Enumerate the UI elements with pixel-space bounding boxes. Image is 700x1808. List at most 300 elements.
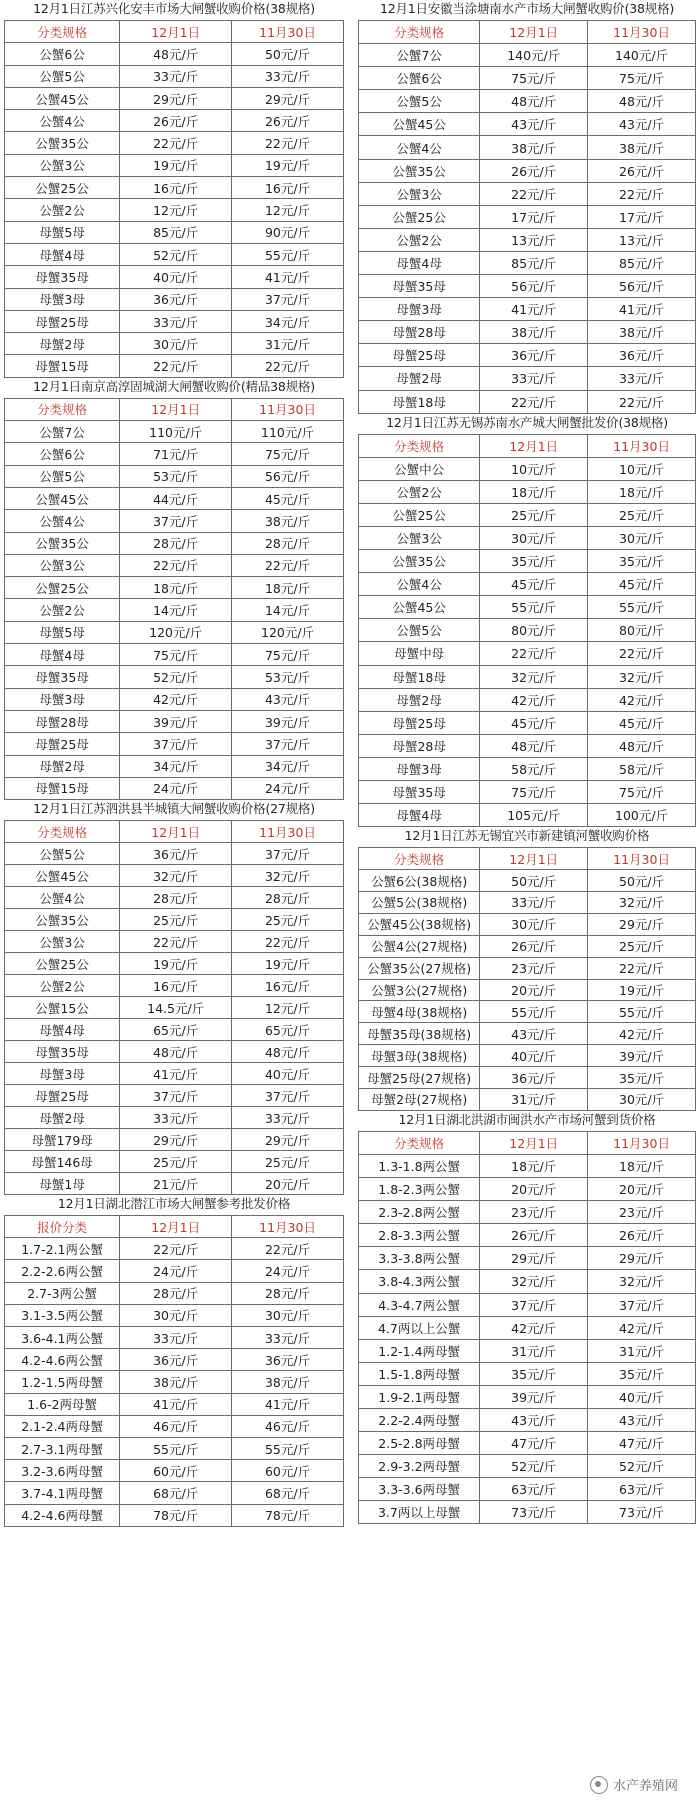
- price-nov30-cell: 30元/斤: [588, 1088, 696, 1110]
- price-nov30-cell: 19元/斤: [232, 953, 344, 975]
- price-dec1-cell: 18元/斤: [480, 1154, 588, 1177]
- spec-cell: 公蟹35公: [359, 159, 480, 182]
- spec-cell: 公蟹4公: [5, 110, 120, 132]
- table-row: [5, 843, 344, 865]
- price-table: [358, 847, 696, 1111]
- price-nov30-cell: 75元/斤: [588, 781, 696, 804]
- price-nov30-cell: 39元/斤: [232, 710, 344, 732]
- spec-cell: 母蟹3母: [5, 1063, 120, 1085]
- table-row: [5, 110, 344, 132]
- table-row: [359, 1088, 696, 1110]
- spec-cell: 3.8-4.3两公蟹: [359, 1270, 480, 1293]
- spec-cell: 母蟹2母: [5, 755, 120, 777]
- price-block: [4, 0, 344, 378]
- price-dec1-cell: 41元/斤: [120, 1063, 232, 1085]
- table-row: [359, 1432, 696, 1455]
- spec-cell: 3.7-4.1两母蟹: [5, 1482, 120, 1504]
- price-dec1-cell: 22元/斤: [120, 355, 232, 377]
- table-row: [5, 1349, 344, 1371]
- price-dec1-cell: 47元/斤: [480, 1432, 588, 1455]
- price-nov30-cell: 48元/斤: [232, 1041, 344, 1063]
- table-row: [5, 997, 344, 1019]
- spec-cell: 4.3-4.7两公蟹: [359, 1293, 480, 1316]
- table-row: [359, 136, 696, 159]
- column-header: 12月1日: [480, 848, 588, 870]
- table-row: [359, 573, 696, 596]
- table-row: [5, 975, 344, 997]
- price-dec1-cell: 25元/斤: [120, 1151, 232, 1173]
- table-row: [5, 177, 344, 199]
- spec-cell: 2.8-3.3两公蟹: [359, 1224, 480, 1247]
- column-header: 分类规格: [359, 21, 480, 44]
- table-row: [359, 1270, 696, 1293]
- price-dec1-cell: 23元/斤: [480, 1201, 588, 1224]
- price-dec1-cell: 140元/斤: [480, 44, 588, 67]
- left-column: [4, 0, 344, 1527]
- table-row: [359, 757, 696, 780]
- spec-cell: 公蟹35公: [5, 909, 120, 931]
- price-dec1-cell: 22元/斤: [480, 642, 588, 665]
- spec-cell: 公蟹6公: [5, 443, 120, 465]
- spec-cell: 母蟹2母(27规格): [359, 1088, 480, 1110]
- price-nov30-cell: 33元/斤: [232, 1327, 344, 1349]
- price-nov30-cell: 25元/斤: [232, 1151, 344, 1173]
- price-nov30-cell: 39元/斤: [588, 1045, 696, 1067]
- price-nov30-cell: 34元/斤: [232, 310, 344, 332]
- spec-cell: 公蟹2公: [359, 228, 480, 251]
- price-nov30-cell: 26元/斤: [232, 110, 344, 132]
- price-dec1-cell: 33元/斤: [120, 1107, 232, 1129]
- table-row: [359, 1339, 696, 1362]
- price-dec1-cell: 30元/斤: [120, 1304, 232, 1326]
- spec-cell: 公蟹6公: [359, 67, 480, 90]
- table-row: [359, 67, 696, 90]
- spec-cell: 公蟹25公: [5, 577, 120, 599]
- price-dec1-cell: 18元/斤: [480, 480, 588, 503]
- spec-cell: 2.5-2.8两母蟹: [359, 1432, 480, 1455]
- price-block: [4, 800, 344, 1195]
- table-row: [5, 887, 344, 909]
- spec-cell: 公蟹45公: [359, 596, 480, 619]
- price-nov30-cell: 55元/斤: [588, 1001, 696, 1023]
- table-row: [5, 1041, 344, 1063]
- price-dec1-cell: 26元/斤: [480, 935, 588, 957]
- table-row: [5, 355, 344, 377]
- spec-cell: 母蟹中母: [359, 642, 480, 665]
- price-nov30-cell: 36元/斤: [588, 344, 696, 367]
- price-nov30-cell: 80元/斤: [588, 619, 696, 642]
- price-nov30-cell: 52元/斤: [588, 1455, 696, 1478]
- price-nov30-cell: 19元/斤: [588, 979, 696, 1001]
- price-nov30-cell: 18元/斤: [588, 480, 696, 503]
- block-title: 12月1日江苏兴化安丰市场大闸蟹收购价格(38规格): [33, 1, 315, 16]
- price-nov30-cell: 35元/斤: [588, 1362, 696, 1385]
- price-dec1-cell: 32元/斤: [480, 665, 588, 688]
- table-row: [359, 913, 696, 935]
- price-nov30-cell: 22元/斤: [232, 931, 344, 953]
- table-row: [5, 333, 344, 355]
- price-nov30-cell: 20元/斤: [232, 1173, 344, 1195]
- right-column: [358, 0, 696, 1524]
- price-block: [358, 1111, 696, 1525]
- table-row: [5, 1085, 344, 1107]
- price-dec1-cell: 19元/斤: [120, 154, 232, 176]
- spec-cell: 公蟹5公: [5, 465, 120, 487]
- table-row: [359, 1316, 696, 1339]
- spec-cell: 公蟹25公: [5, 953, 120, 975]
- table-row: [5, 1107, 344, 1129]
- price-dec1-cell: 37元/斤: [120, 1085, 232, 1107]
- price-nov30-cell: 23元/斤: [588, 1201, 696, 1224]
- block-title: 12月1日南京高淳固城湖大闸蟹收购价(精品38规格): [33, 378, 315, 394]
- price-nov30-cell: 22元/斤: [232, 132, 344, 154]
- spec-cell: 3.2-3.6两母蟹: [5, 1460, 120, 1482]
- column-header: 11月30日: [588, 434, 696, 457]
- table-row: [359, 113, 696, 136]
- header-row: [359, 434, 696, 457]
- column-header: 分类规格: [5, 21, 120, 43]
- header-row: [359, 1131, 696, 1154]
- spec-cell: 4.7两以上公蟹: [359, 1316, 480, 1339]
- price-dec1-cell: 75元/斤: [120, 644, 232, 666]
- price-dec1-cell: 29元/斤: [120, 87, 232, 109]
- spec-cell: 公蟹2公: [5, 199, 120, 221]
- price-nov30-cell: 35元/斤: [588, 1067, 696, 1089]
- table-row: [359, 665, 696, 688]
- price-nov30-cell: 56元/斤: [232, 465, 344, 487]
- price-table: [4, 20, 344, 378]
- spec-cell: 公蟹2公: [5, 975, 120, 997]
- price-dec1-cell: 22元/斤: [120, 554, 232, 576]
- table-row: [359, 870, 696, 892]
- price-dec1-cell: 63元/斤: [480, 1478, 588, 1501]
- column-header: 11月30日: [588, 21, 696, 44]
- table-row: [5, 288, 344, 310]
- price-dec1-cell: 28元/斤: [120, 887, 232, 909]
- price-dec1-cell: 32元/斤: [120, 865, 232, 887]
- block-title: 12月1日江苏无锡苏南水产城大闸蟹批发价(38规格): [386, 414, 668, 430]
- spec-cell: 2.2-2.6两公蟹: [5, 1260, 120, 1282]
- table-row: [5, 1437, 344, 1459]
- price-nov30-cell: 30元/斤: [232, 1304, 344, 1326]
- table-row: [5, 710, 344, 732]
- spec-cell: 公蟹5公(38规格): [359, 891, 480, 913]
- table-row: [5, 243, 344, 265]
- spec-cell: 公蟹5公: [359, 90, 480, 113]
- price-dec1-cell: 56元/斤: [480, 275, 588, 298]
- table-row: [5, 154, 344, 176]
- price-block: [358, 414, 696, 828]
- price-nov30-cell: 140元/斤: [588, 44, 696, 67]
- spec-cell: 1.2-1.5两母蟹: [5, 1371, 120, 1393]
- table-row: [5, 621, 344, 643]
- table-row: [5, 487, 344, 509]
- header-row: [5, 21, 344, 43]
- price-dec1-cell: 75元/斤: [480, 781, 588, 804]
- spec-cell: 公蟹25公: [5, 177, 120, 199]
- table-row: [359, 526, 696, 549]
- table-row: [359, 44, 696, 67]
- spec-cell: 母蟹35母: [5, 266, 120, 288]
- table-row: [5, 931, 344, 953]
- price-nov30-cell: 46元/斤: [232, 1415, 344, 1437]
- spec-cell: 公蟹4公(27规格): [359, 935, 480, 957]
- price-nov30-cell: 56元/斤: [588, 275, 696, 298]
- price-nov30-cell: 55元/斤: [588, 596, 696, 619]
- price-nov30-cell: 50元/斤: [588, 870, 696, 892]
- price-dec1-cell: 37元/斤: [120, 510, 232, 532]
- price-dec1-cell: 85元/斤: [480, 251, 588, 274]
- spec-cell: 1.5-1.8两母蟹: [359, 1362, 480, 1385]
- column-header: 分类规格: [359, 848, 480, 870]
- price-dec1-cell: 52元/斤: [120, 243, 232, 265]
- price-nov30-cell: 40元/斤: [232, 1063, 344, 1085]
- block-title: 12月1日安徽当涂塘南水产市场大闸蟹收购价(38规格): [379, 1, 675, 16]
- price-nov30-cell: 22元/斤: [588, 957, 696, 979]
- price-block: [4, 378, 344, 800]
- spec-cell: 公蟹7公: [5, 421, 120, 443]
- price-nov30-cell: 14元/斤: [232, 599, 344, 621]
- table-row: [5, 221, 344, 243]
- price-dec1-cell: 19元/斤: [120, 953, 232, 975]
- column-header: 分类规格: [5, 398, 120, 420]
- price-dec1-cell: 46元/斤: [120, 1415, 232, 1437]
- price-nov30-cell: 38元/斤: [232, 510, 344, 532]
- price-nov30-cell: 37元/斤: [232, 288, 344, 310]
- spec-cell: 母蟹25母: [5, 733, 120, 755]
- price-nov30-cell: 37元/斤: [232, 1085, 344, 1107]
- price-nov30-cell: 24元/斤: [232, 777, 344, 799]
- table-row: [359, 90, 696, 113]
- table-row: [5, 909, 344, 931]
- column-header: 11月30日: [588, 1131, 696, 1154]
- table-row: [359, 298, 696, 321]
- price-nov30-cell: 31元/斤: [232, 333, 344, 355]
- table-row: [5, 1504, 344, 1526]
- price-nov30-cell: 38元/斤: [588, 321, 696, 344]
- price-dec1-cell: 41元/斤: [120, 1393, 232, 1415]
- price-nov30-cell: 19元/斤: [232, 154, 344, 176]
- price-dec1-cell: 29元/斤: [120, 1129, 232, 1151]
- spec-cell: 公蟹5公: [5, 843, 120, 865]
- spec-cell: 母蟹15母: [5, 355, 120, 377]
- table-row: [5, 644, 344, 666]
- price-nov30-cell: 22元/斤: [588, 182, 696, 205]
- price-dec1-cell: 36元/斤: [480, 1067, 588, 1089]
- price-nov30-cell: 12元/斤: [232, 199, 344, 221]
- spec-cell: 公蟹25公: [359, 205, 480, 228]
- price-nov30-cell: 75元/斤: [232, 644, 344, 666]
- price-nov30-cell: 38元/斤: [232, 1371, 344, 1393]
- spec-cell: 母蟹4母: [5, 243, 120, 265]
- price-nov30-cell: 18元/斤: [232, 577, 344, 599]
- spec-cell: 母蟹2母: [359, 367, 480, 390]
- watermark-text: 水产养殖网: [612, 1779, 678, 1794]
- header-row: [359, 848, 696, 870]
- price-dec1-cell: 37元/斤: [120, 733, 232, 755]
- price-nov30-cell: 25元/斤: [588, 935, 696, 957]
- column-header: 12月1日: [120, 21, 232, 43]
- spec-cell: 2.3-2.8两公蟹: [359, 1201, 480, 1224]
- table-row: [5, 1063, 344, 1085]
- price-dec1-cell: 36元/斤: [120, 1349, 232, 1371]
- price-nov30-cell: 20元/斤: [588, 1178, 696, 1201]
- price-nov30-cell: 12元/斤: [232, 997, 344, 1019]
- spec-cell: 公蟹6公: [5, 43, 120, 65]
- price-dec1-cell: 35元/斤: [480, 1362, 588, 1385]
- table-row: [5, 1238, 344, 1260]
- spec-cell: 母蟹28母: [359, 734, 480, 757]
- spec-cell: 公蟹35公: [359, 550, 480, 573]
- table-row: [5, 865, 344, 887]
- price-dec1-cell: 110元/斤: [120, 421, 232, 443]
- spec-cell: 公蟹15公: [5, 997, 120, 1019]
- spec-cell: 公蟹2公: [359, 480, 480, 503]
- price-dec1-cell: 32元/斤: [480, 1270, 588, 1293]
- spec-cell: 3.3-3.8两公蟹: [359, 1247, 480, 1270]
- spec-cell: 3.6-4.1两公蟹: [5, 1327, 120, 1349]
- price-dec1-cell: 45元/斤: [480, 711, 588, 734]
- price-dec1-cell: 48元/斤: [480, 90, 588, 113]
- price-nov30-cell: 75元/斤: [232, 443, 344, 465]
- price-dec1-cell: 12元/斤: [120, 199, 232, 221]
- header-row: [5, 398, 344, 420]
- price-nov30-cell: 28元/斤: [232, 532, 344, 554]
- price-nov30-cell: 45元/斤: [588, 573, 696, 596]
- table-row: [359, 390, 696, 413]
- price-nov30-cell: 55元/斤: [232, 1437, 344, 1459]
- price-dec1-cell: 16元/斤: [120, 975, 232, 997]
- price-dec1-cell: 85元/斤: [120, 221, 232, 243]
- price-dec1-cell: 73元/斤: [480, 1501, 588, 1524]
- price-table: [358, 1131, 696, 1525]
- price-dec1-cell: 80元/斤: [480, 619, 588, 642]
- price-dec1-cell: 45元/斤: [480, 573, 588, 596]
- price-nov30-cell: 55元/斤: [232, 243, 344, 265]
- table-row: [359, 979, 696, 1001]
- price-dec1-cell: 35元/斤: [480, 550, 588, 573]
- spec-cell: 公蟹3公: [359, 182, 480, 205]
- table-row: [5, 755, 344, 777]
- price-dec1-cell: 75元/斤: [480, 67, 588, 90]
- price-dec1-cell: 43元/斤: [480, 1023, 588, 1045]
- price-nov30-cell: 17元/斤: [588, 205, 696, 228]
- price-dec1-cell: 44元/斤: [120, 487, 232, 509]
- spec-cell: 2.1-2.4两母蟹: [5, 1415, 120, 1437]
- table-row: [359, 935, 696, 957]
- price-dec1-cell: 55元/斤: [480, 1001, 588, 1023]
- price-dec1-cell: 23元/斤: [480, 957, 588, 979]
- price-dec1-cell: 52元/斤: [480, 1455, 588, 1478]
- spec-cell: 母蟹25母: [359, 344, 480, 367]
- block-title: 12月1日江苏泗洪县半城镇大闸蟹收购价格(27规格): [33, 801, 315, 817]
- price-dec1-cell: 22元/斤: [120, 1238, 232, 1260]
- table-row: [359, 1478, 696, 1501]
- price-nov30-cell: 32元/斤: [588, 665, 696, 688]
- price-dec1-cell: 43元/斤: [480, 1409, 588, 1432]
- price-nov30-cell: 25元/斤: [588, 503, 696, 526]
- price-dec1-cell: 42元/斤: [480, 688, 588, 711]
- spec-cell: 4.2-4.6两母蟹: [5, 1504, 120, 1526]
- table-row: [5, 1260, 344, 1282]
- column-header: 11月30日: [232, 398, 344, 420]
- table-row: [359, 228, 696, 251]
- price-nov30-cell: 42元/斤: [588, 1316, 696, 1339]
- price-nov30-cell: 28元/斤: [232, 887, 344, 909]
- table-row: [359, 891, 696, 913]
- price-nov30-cell: 22元/斤: [232, 355, 344, 377]
- price-nov30-cell: 28元/斤: [232, 1282, 344, 1304]
- spec-cell: 母蟹28母: [359, 321, 480, 344]
- spec-cell: 公蟹4公: [359, 573, 480, 596]
- table-row: [5, 310, 344, 332]
- table-row: [359, 182, 696, 205]
- column-header: 12月1日: [480, 1131, 588, 1154]
- spec-cell: 公蟹3公: [359, 526, 480, 549]
- price-dec1-cell: 18元/斤: [120, 577, 232, 599]
- spec-cell: 母蟹35母: [5, 666, 120, 688]
- price-nov30-cell: 18元/斤: [588, 1154, 696, 1177]
- price-dec1-cell: 21元/斤: [120, 1173, 232, 1195]
- price-dec1-cell: 36元/斤: [120, 843, 232, 865]
- price-nov30-cell: 22元/斤: [588, 642, 696, 665]
- spec-cell: 3.1-3.5两公蟹: [5, 1304, 120, 1326]
- table-row: [359, 804, 696, 827]
- table-row: [359, 1045, 696, 1067]
- spec-cell: 母蟹4母: [359, 804, 480, 827]
- spec-cell: 母蟹25母: [359, 711, 480, 734]
- table-row: [5, 1415, 344, 1437]
- price-nov30-cell: 65元/斤: [232, 1019, 344, 1041]
- price-nov30-cell: 45元/斤: [232, 487, 344, 509]
- price-dec1-cell: 33元/斤: [120, 65, 232, 87]
- spec-cell: 公蟹35公: [5, 532, 120, 554]
- price-dec1-cell: 20元/斤: [480, 979, 588, 1001]
- price-nov30-cell: 68元/斤: [232, 1482, 344, 1504]
- price-nov30-cell: 26元/斤: [588, 1224, 696, 1247]
- table-row: [359, 367, 696, 390]
- spec-cell: 公蟹7公: [359, 44, 480, 67]
- spec-cell: 公蟹35公(27规格): [359, 957, 480, 979]
- table-row: [359, 1385, 696, 1408]
- price-dec1-cell: 10元/斤: [480, 457, 588, 480]
- table-row: [359, 1409, 696, 1432]
- wechat-icon: [590, 1776, 608, 1794]
- price-dec1-cell: 26元/斤: [480, 1224, 588, 1247]
- table-row: [5, 1460, 344, 1482]
- price-dec1-cell: 25元/斤: [480, 503, 588, 526]
- price-block: [358, 0, 696, 414]
- price-dec1-cell: 39元/斤: [480, 1385, 588, 1408]
- block-title: 12月1日湖北潜江市场大闸蟹参考批发价格: [57, 1196, 291, 1212]
- price-dec1-cell: 24元/斤: [120, 777, 232, 799]
- price-nov30-cell: 120元/斤: [232, 621, 344, 643]
- price-nov30-cell: 48元/斤: [588, 90, 696, 113]
- table-row: [5, 1019, 344, 1041]
- block-title: 12月1日江苏无锡宜兴市新建镇河蟹收购价格: [404, 828, 650, 844]
- spec-cell: 母蟹4母: [5, 1019, 120, 1041]
- column-header: 11月30日: [232, 821, 344, 843]
- spec-cell: 母蟹2母: [5, 333, 120, 355]
- column-header: 12月1日: [120, 398, 232, 420]
- price-nov30-cell: 53元/斤: [232, 666, 344, 688]
- price-nov30-cell: 33元/斤: [232, 1107, 344, 1129]
- price-dec1-cell: 22元/斤: [120, 931, 232, 953]
- price-dec1-cell: 48元/斤: [480, 734, 588, 757]
- price-nov30-cell: 32元/斤: [588, 891, 696, 913]
- price-dec1-cell: 58元/斤: [480, 757, 588, 780]
- price-dec1-cell: 41元/斤: [480, 298, 588, 321]
